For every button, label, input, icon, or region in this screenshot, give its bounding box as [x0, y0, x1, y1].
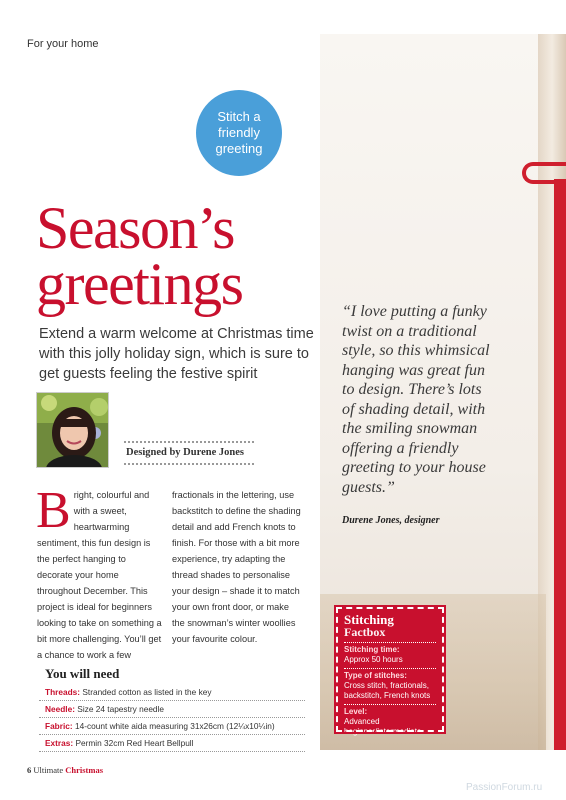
factbox-key: Stitching time: [344, 645, 400, 654]
you-will-need-title: You will need [45, 666, 120, 681]
drop-cap: B [36, 482, 71, 539]
need-row-extras [39, 735, 305, 752]
page-headline [36, 195, 316, 317]
magazine-name-accent: Christmas [65, 765, 104, 775]
factbox-subtitle: Factbox [344, 625, 386, 639]
intro-text: Extend a warm welcome at Christmas time with this jolly holiday sign, which is sure to get guests feeling the festive spirit [39, 326, 314, 382]
page-footer [27, 765, 103, 775]
need-row-needle [39, 701, 305, 718]
headline-line-1: Season’s [36, 195, 234, 261]
designer-photo [36, 392, 109, 468]
need-row-fabric [39, 718, 305, 735]
badge-text: Stitch a friendly greeting [215, 109, 263, 156]
body-text-1: right, colourful and with a sweet, heartwarming sentiment, this fun design is the perfect hanging to decorate your home throughout December. This project is ideal for beginners looking to take on something a bit more challenging. You’ll get a chance to work a few [37, 490, 162, 660]
need-key: Fabric: [45, 721, 73, 731]
body-column-1 [36, 482, 163, 663]
intro-badge [196, 90, 282, 176]
factbox-key: Type of stitches: [344, 671, 407, 680]
you-will-need-box [39, 660, 305, 750]
need-row-threads [39, 684, 305, 701]
headline-line-2: greetings [36, 251, 243, 317]
section-label: For your home [27, 38, 99, 50]
factbox-title: Stitching [344, 612, 394, 627]
need-key: Extras: [45, 738, 74, 748]
designer-portrait-image [37, 393, 109, 468]
body-column-2: fractionals in the lettering, use backstitch to define the shading detail and add French knots to finish. For those with a bit more experience, try adapting the thread shades to personalise your design – shade it to match your own front door, or make the snowman’s winter woollies your favourite colour. [172, 490, 301, 644]
need-value: Size 24 tapestry needle [74, 704, 165, 714]
magazine-name: Ultimate [33, 765, 64, 775]
factbox-value: Approx 50 hours [344, 655, 403, 664]
stitching-factbox [336, 607, 444, 736]
factbox-key: Level: [344, 707, 368, 716]
designer-credit: Designed by Durene Jones [124, 441, 254, 465]
watermark: PassionForum.ru [466, 782, 543, 793]
factbox-value: Advanced beginner/intermediate [344, 717, 422, 736]
factbox-item-level [344, 704, 436, 740]
factbox-item-time [344, 642, 436, 668]
page-number: 6 [27, 765, 32, 775]
designer-quote: “I love putting a funky twist on a traditional style, so this whimsical hanging was great fun to design. There’s lots of shading detail, with the smiling snowman offering a friendly greeting to your house guests.” [342, 303, 490, 496]
need-key: Needle: [45, 704, 75, 714]
bellpull-ribbon [554, 179, 566, 750]
need-value: Stranded cotton as listed in the key [80, 687, 212, 697]
need-value: 14-count white aida measuring 31x26cm (12¼x10¼in) [72, 721, 275, 731]
factbox-value: Cross stitch, fractionals, backstitch, French knots [344, 681, 431, 700]
need-value: Permin 32cm Red Heart Bellpull [73, 738, 194, 748]
quote-attribution: Durene Jones, designer [342, 515, 440, 526]
factbox-item-stitches [344, 668, 436, 704]
need-key: Threads: [45, 687, 81, 697]
